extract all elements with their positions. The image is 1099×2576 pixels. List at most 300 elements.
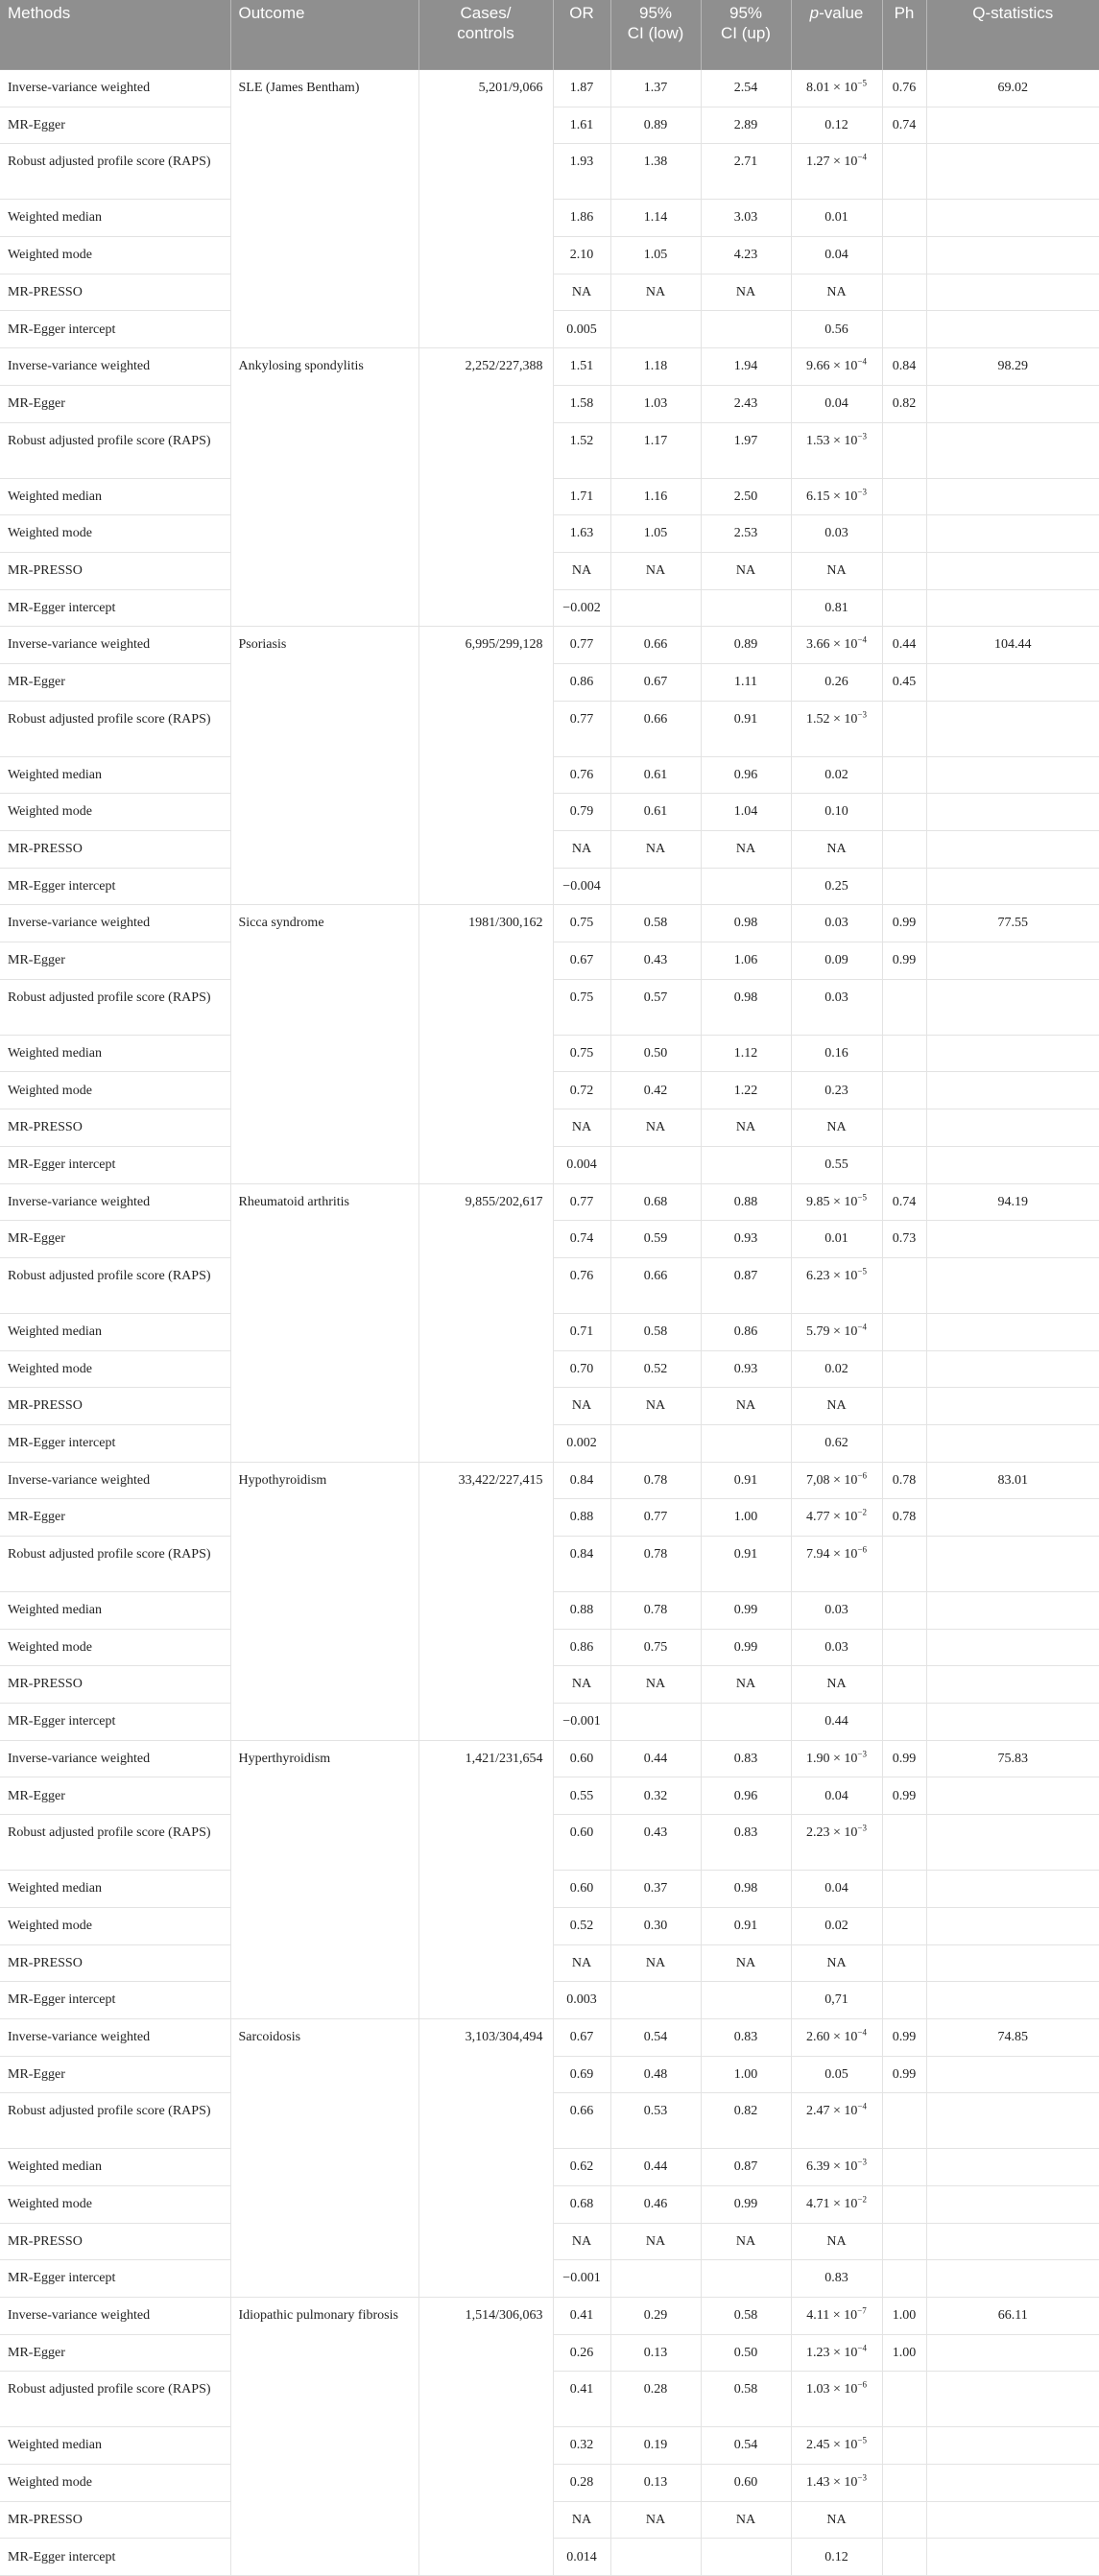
method-cell: Robust adjusted profile score (RAPS) — [0, 144, 230, 200]
ci-low-cell: 0.43 — [610, 1815, 701, 1871]
p-value-cell — [791, 905, 882, 942]
ph-cell — [882, 311, 926, 348]
header-ci-low — [610, 0, 701, 70]
p-value-cell — [791, 237, 882, 274]
ci-low-cell: 1.05 — [610, 515, 701, 553]
ci-low-cell — [610, 1146, 701, 1183]
ph-cell — [882, 1146, 926, 1183]
or-cell: −0.001 — [553, 1704, 610, 1741]
p-value-mantissa: 0,71 — [824, 1992, 848, 2008]
ci-low-cell: 0.28 — [610, 2372, 701, 2427]
p-value-mantissa: 1.23 × 10 — [806, 2345, 858, 2360]
method-cell: Inverse-variance weighted — [0, 1183, 230, 1221]
ci-up-cell — [701, 1146, 791, 1183]
ph-cell — [882, 2501, 926, 2539]
ph-cell — [882, 144, 926, 200]
p-value-mantissa: NA — [826, 1398, 847, 1414]
or-cell: 0.75 — [553, 905, 610, 942]
q-statistics-cell — [926, 478, 1099, 515]
header-ph: Ph — [882, 0, 926, 70]
p-value-mantissa: 0.01 — [824, 210, 848, 226]
p-value-exponent: −3 — [857, 486, 867, 496]
ci-low-cell: 0.58 — [610, 905, 701, 942]
or-cell: 0.002 — [553, 1424, 610, 1462]
method-cell: Weighted mode — [0, 1907, 230, 1944]
header-cases-controls — [418, 0, 553, 70]
method-cell: Inverse-variance weighted — [0, 70, 230, 107]
or-cell: NA — [553, 274, 610, 311]
ph-cell — [882, 831, 926, 869]
ci-up-cell: 1.94 — [701, 348, 791, 386]
method-cell: MR-Egger — [0, 1777, 230, 1815]
p-value-mantissa: 0.25 — [824, 878, 848, 894]
or-cell: 0.70 — [553, 1350, 610, 1388]
p-value-mantissa: NA — [826, 284, 847, 299]
or-cell: 0.67 — [553, 2018, 610, 2056]
ci-up-cell: 0.88 — [701, 1183, 791, 1221]
ph-cell: 0.74 — [882, 1183, 926, 1221]
ci-up-cell: 0.98 — [701, 1871, 791, 1908]
header-methods: Methods — [0, 0, 230, 70]
p-value-mantissa: 0.83 — [824, 2271, 848, 2286]
p-value-cell — [791, 868, 882, 905]
ci-low-cell: 0.66 — [610, 627, 701, 664]
p-value-exponent: −4 — [857, 2101, 867, 2111]
or-cell: 0.52 — [553, 1907, 610, 1944]
p-value-cell — [791, 2018, 882, 2056]
ph-cell: 0.76 — [882, 70, 926, 107]
p-value-mantissa: 6.15 × 10 — [806, 489, 858, 504]
p-value-exponent: −4 — [857, 1322, 867, 1332]
ph-cell — [882, 1109, 926, 1147]
p-value-cell — [791, 1424, 882, 1462]
or-cell: 0.86 — [553, 663, 610, 701]
ph-cell: 0.73 — [882, 1221, 926, 1258]
method-cell: MR-PRESSO — [0, 274, 230, 311]
ci-up-cell: 0.89 — [701, 627, 791, 664]
or-cell: 0.003 — [553, 1982, 610, 2019]
p-value-mantissa: 1.43 × 10 — [806, 2475, 858, 2491]
ci-up-cell: 1.12 — [701, 1035, 791, 1072]
ci-up-cell: NA — [701, 1388, 791, 1425]
ph-cell — [882, 1313, 926, 1350]
or-cell: −0.002 — [553, 589, 610, 627]
ph-cell: 0.74 — [882, 107, 926, 144]
table-row — [0, 905, 1099, 942]
or-cell: 0.62 — [553, 2149, 610, 2186]
header-q-statistics: Q-statistics — [926, 0, 1099, 70]
p-value-mantissa: 0.02 — [824, 1361, 848, 1376]
ph-cell: 0.99 — [882, 1777, 926, 1815]
p-value-cell — [791, 1462, 882, 1499]
q-statistics-cell — [926, 1907, 1099, 1944]
method-cell: Robust adjusted profile score (RAPS) — [0, 979, 230, 1035]
ph-cell — [882, 2427, 926, 2465]
or-cell: 0.84 — [553, 1537, 610, 1592]
or-cell: −0.004 — [553, 868, 610, 905]
ci-low-cell: 1.18 — [610, 348, 701, 386]
method-cell: MR-Egger intercept — [0, 1146, 230, 1183]
ph-cell — [882, 1592, 926, 1630]
table-row — [0, 70, 1099, 107]
q-statistics-cell — [926, 1350, 1099, 1388]
ph-cell: 1.00 — [882, 2334, 926, 2372]
ph-cell — [882, 2372, 926, 2427]
or-cell: 1.93 — [553, 144, 610, 200]
or-cell: 0.26 — [553, 2334, 610, 2372]
p-value-mantissa: 0.04 — [824, 1881, 848, 1896]
method-cell: Weighted median — [0, 2427, 230, 2465]
header-ci-up — [701, 0, 791, 70]
ci-up-cell: 1.22 — [701, 1072, 791, 1109]
p-value-exponent: −4 — [857, 634, 867, 645]
ci-low-cell: 0.61 — [610, 756, 701, 794]
ph-cell — [882, 1072, 926, 1109]
ci-up-cell: 0.98 — [701, 979, 791, 1035]
p-value-cell — [791, 70, 882, 107]
method-cell: Weighted mode — [0, 2185, 230, 2223]
or-cell: NA — [553, 1666, 610, 1704]
ci-up-cell: 0.50 — [701, 2334, 791, 2372]
p-value-mantissa: 9.85 × 10 — [806, 1194, 858, 1209]
ci-low-cell: 1.14 — [610, 200, 701, 237]
p-value-exponent: −6 — [857, 2379, 867, 2390]
ph-cell — [882, 2539, 926, 2576]
ci-up-cell: 0.83 — [701, 2018, 791, 2056]
cases-controls-cell: 1981/300,162 — [418, 905, 553, 1183]
q-statistics-cell: 104.44 — [926, 627, 1099, 664]
or-cell: NA — [553, 2223, 610, 2260]
q-statistics-cell — [926, 1146, 1099, 1183]
q-statistics-cell — [926, 2056, 1099, 2093]
table-row — [0, 627, 1099, 664]
ci-low-cell: 0.52 — [610, 1350, 701, 1388]
ph-cell — [882, 1537, 926, 1592]
ph-cell — [882, 1388, 926, 1425]
table-row — [0, 2298, 1099, 2335]
method-cell: Inverse-variance weighted — [0, 1740, 230, 1777]
or-cell: 0.60 — [553, 1815, 610, 1871]
ph-cell — [882, 2260, 926, 2298]
ci-low-cell: NA — [610, 1944, 701, 1982]
p-value-mantissa: NA — [826, 1120, 847, 1135]
table-row — [0, 2018, 1099, 2056]
ph-cell: 0.44 — [882, 627, 926, 664]
p-value-mantissa: 7,08 × 10 — [806, 1472, 858, 1488]
ci-up-cell — [701, 1982, 791, 2019]
ci-up-cell: 0.58 — [701, 2372, 791, 2427]
ci-up-cell: 2.71 — [701, 144, 791, 200]
ci-low-cell: 0.48 — [610, 2056, 701, 2093]
ci-up-cell: 0.98 — [701, 905, 791, 942]
cases-controls-cell: 2,252/227,388 — [418, 348, 553, 627]
ci-low-cell: 0.32 — [610, 1777, 701, 1815]
p-value-mantissa: 2.23 × 10 — [806, 1825, 858, 1841]
ci-up-cell: NA — [701, 2501, 791, 2539]
q-statistics-cell — [926, 144, 1099, 200]
ph-cell — [882, 515, 926, 553]
p-value-cell — [791, 422, 882, 478]
method-cell: MR-Egger — [0, 1499, 230, 1537]
or-cell: NA — [553, 831, 610, 869]
method-cell: Inverse-variance weighted — [0, 905, 230, 942]
outcome-cell: Ankylosing spondylitis — [230, 348, 418, 627]
method-cell: Weighted median — [0, 478, 230, 515]
q-statistics-cell — [926, 2223, 1099, 2260]
p-value-exponent: −5 — [857, 2435, 867, 2445]
method-cell: Robust adjusted profile score (RAPS) — [0, 2372, 230, 2427]
method-cell: Weighted median — [0, 756, 230, 794]
method-cell: Inverse-variance weighted — [0, 627, 230, 664]
method-cell: MR-PRESSO — [0, 1109, 230, 1147]
ci-up-cell: NA — [701, 1944, 791, 1982]
ci-up-cell: 0.83 — [701, 1815, 791, 1871]
p-value-mantissa: 0.03 — [824, 1603, 848, 1618]
method-cell: MR-Egger — [0, 942, 230, 980]
header-p-letter: p — [809, 4, 820, 22]
or-cell: 0.84 — [553, 1462, 610, 1499]
table-row — [0, 1462, 1099, 1499]
p-value-exponent: −4 — [857, 2343, 867, 2353]
q-statistics-cell — [926, 979, 1099, 1035]
ci-up-cell: 0.60 — [701, 2465, 791, 2502]
ci-up-cell: 0.91 — [701, 1462, 791, 1499]
or-cell: 1.58 — [553, 385, 610, 422]
ph-cell: 0.99 — [882, 1740, 926, 1777]
p-value-cell — [791, 1592, 882, 1630]
p-value-cell — [791, 663, 882, 701]
q-statistics-cell — [926, 589, 1099, 627]
outcome-cell: Hypothyroidism — [230, 1462, 418, 1740]
q-statistics-cell — [926, 1871, 1099, 1908]
p-value-mantissa: 0.03 — [824, 990, 848, 1005]
p-value-mantissa: 0.04 — [824, 395, 848, 411]
ci-low-cell — [610, 589, 701, 627]
p-value-cell — [791, 1072, 882, 1109]
p-value-exponent: −6 — [857, 1544, 867, 1555]
ci-low-cell: NA — [610, 1388, 701, 1425]
ci-low-cell: 0.66 — [610, 1257, 701, 1313]
method-cell: MR-PRESSO — [0, 2501, 230, 2539]
p-value-exponent: −3 — [857, 708, 867, 719]
ph-cell — [882, 794, 926, 831]
q-statistics-cell — [926, 1221, 1099, 1258]
ph-cell — [882, 1257, 926, 1313]
ci-low-cell: 0.78 — [610, 1592, 701, 1630]
ci-low-cell: 0.89 — [610, 107, 701, 144]
or-cell: 0.71 — [553, 1313, 610, 1350]
or-cell: NA — [553, 2501, 610, 2539]
p-value-mantissa: 0.03 — [824, 1639, 848, 1655]
or-cell: 0.76 — [553, 1257, 610, 1313]
p-value-exponent: −6 — [857, 1470, 867, 1481]
p-value-mantissa: 2.60 × 10 — [806, 2029, 858, 2044]
p-value-cell — [791, 589, 882, 627]
outcome-cell: Idiopathic pulmonary fibrosis — [230, 2298, 418, 2576]
q-statistics-cell: 77.55 — [926, 905, 1099, 942]
p-value-cell — [791, 1146, 882, 1183]
method-cell: MR-PRESSO — [0, 1944, 230, 1982]
p-value-cell — [791, 1704, 882, 1741]
p-value-exponent: −4 — [857, 152, 867, 162]
ci-low-cell: 0.58 — [610, 1313, 701, 1350]
p-value-mantissa: 0.01 — [824, 1231, 848, 1247]
or-cell: NA — [553, 552, 610, 589]
ci-up-cell: 0.86 — [701, 1313, 791, 1350]
p-value-mantissa: 0.62 — [824, 1436, 848, 1451]
or-cell: 0.77 — [553, 1183, 610, 1221]
cases-controls-cell: 9,855/202,617 — [418, 1183, 553, 1462]
ci-low-cell: NA — [610, 2223, 701, 2260]
q-statistics-cell: 75.83 — [926, 1740, 1099, 1777]
q-statistics-cell — [926, 311, 1099, 348]
p-value-mantissa: 7.94 × 10 — [806, 1547, 858, 1562]
ph-cell — [882, 1944, 926, 1982]
p-value-mantissa: NA — [826, 842, 847, 857]
q-statistics-cell — [926, 2465, 1099, 2502]
method-cell: Robust adjusted profile score (RAPS) — [0, 1257, 230, 1313]
method-cell: Robust adjusted profile score (RAPS) — [0, 422, 230, 478]
ci-up-cell: NA — [701, 1109, 791, 1147]
q-statistics-cell — [926, 2185, 1099, 2223]
q-statistics-cell — [926, 2334, 1099, 2372]
or-cell: 0.55 — [553, 1777, 610, 1815]
ci-low-cell: 0.67 — [610, 663, 701, 701]
p-value-exponent: −4 — [857, 356, 867, 367]
method-cell: Weighted median — [0, 1313, 230, 1350]
p-value-cell — [791, 107, 882, 144]
ci-up-cell: 0.99 — [701, 1592, 791, 1630]
ci-low-cell: 0.61 — [610, 794, 701, 831]
ph-cell — [882, 274, 926, 311]
ph-cell: 1.00 — [882, 2298, 926, 2335]
q-statistics-cell — [926, 237, 1099, 274]
q-statistics-cell: 98.29 — [926, 348, 1099, 386]
ci-up-cell: 0.93 — [701, 1221, 791, 1258]
or-cell: 0.66 — [553, 2093, 610, 2149]
q-statistics-cell — [926, 701, 1099, 756]
p-value-mantissa: 0.55 — [824, 1157, 848, 1172]
or-cell: NA — [553, 1109, 610, 1147]
ci-up-cell: 1.00 — [701, 2056, 791, 2093]
ci-up-cell: 0.93 — [701, 1350, 791, 1388]
ci-up-cell: 1.04 — [701, 794, 791, 831]
ci-up-cell: 0.99 — [701, 2185, 791, 2223]
method-cell: MR-Egger intercept — [0, 2260, 230, 2298]
p-value-cell — [791, 2298, 882, 2335]
q-statistics-cell — [926, 274, 1099, 311]
p-value-cell — [791, 1629, 882, 1666]
method-cell: Weighted median — [0, 1592, 230, 1630]
table-body — [0, 70, 1099, 2576]
p-value-mantissa: 9.66 × 10 — [806, 359, 858, 374]
q-statistics-cell: 69.02 — [926, 70, 1099, 107]
p-value-cell — [791, 1944, 882, 1982]
method-cell: MR-Egger intercept — [0, 868, 230, 905]
ci-up-cell: 2.89 — [701, 107, 791, 144]
q-statistics-cell — [926, 2149, 1099, 2186]
or-cell: 0.77 — [553, 627, 610, 664]
header-cases-line1: Cases/ — [460, 4, 512, 22]
or-cell: 0.67 — [553, 942, 610, 980]
or-cell: 1.63 — [553, 515, 610, 553]
method-cell: Inverse-variance weighted — [0, 2018, 230, 2056]
or-cell: 0.72 — [553, 1072, 610, 1109]
method-cell: Weighted median — [0, 1035, 230, 1072]
header-or: OR — [553, 0, 610, 70]
outcome-cell: SLE (James Bentham) — [230, 70, 418, 348]
p-value-mantissa: 0.09 — [824, 953, 848, 968]
method-cell: Inverse-variance weighted — [0, 1462, 230, 1499]
or-cell: 0.75 — [553, 979, 610, 1035]
p-value-mantissa: NA — [826, 2512, 847, 2527]
or-cell: 0.86 — [553, 1629, 610, 1666]
p-value-cell — [791, 1537, 882, 1592]
method-cell: Weighted mode — [0, 1072, 230, 1109]
p-value-mantissa: 8.01 × 10 — [806, 81, 858, 96]
p-value-mantissa: 4.11 × 10 — [806, 2308, 858, 2324]
ci-low-cell: 0.50 — [610, 1035, 701, 1072]
or-cell: 1.71 — [553, 478, 610, 515]
p-value-mantissa: 0.44 — [824, 1714, 848, 1729]
ci-low-cell: NA — [610, 2501, 701, 2539]
or-cell: 1.61 — [553, 107, 610, 144]
header-cases-line2: controls — [457, 23, 514, 42]
ci-up-cell — [701, 589, 791, 627]
or-cell: 2.10 — [553, 237, 610, 274]
outcome-cell: Hyperthyroidism — [230, 1740, 418, 2018]
ci-up-cell: 0.87 — [701, 1257, 791, 1313]
p-value-mantissa: 4.77 × 10 — [806, 1510, 858, 1525]
p-value-mantissa: 0.16 — [824, 1045, 848, 1061]
p-value-mantissa: 6.23 × 10 — [806, 1268, 858, 1283]
ph-cell — [882, 552, 926, 589]
method-cell: Weighted median — [0, 1871, 230, 1908]
p-value-mantissa: 0.26 — [824, 675, 848, 690]
p-value-mantissa: 6.39 × 10 — [806, 2159, 858, 2175]
ci-up-cell: 1.11 — [701, 663, 791, 701]
p-value-mantissa: NA — [826, 2233, 847, 2249]
cases-controls-cell: 1,514/306,063 — [418, 2298, 553, 2576]
outcome-cell: Psoriasis — [230, 627, 418, 905]
ci-up-cell — [701, 311, 791, 348]
ph-cell: 0.82 — [882, 385, 926, 422]
ci-up-cell: 1.00 — [701, 1499, 791, 1537]
ph-cell — [882, 1350, 926, 1388]
ci-low-cell — [610, 2539, 701, 2576]
q-statistics-cell — [926, 2501, 1099, 2539]
q-statistics-cell — [926, 1944, 1099, 1982]
p-value-cell — [791, 2539, 882, 2576]
or-cell: 0.74 — [553, 1221, 610, 1258]
ci-low-cell: 0.54 — [610, 2018, 701, 2056]
p-value-mantissa: 0.23 — [824, 1083, 848, 1098]
ph-cell: 0.99 — [882, 2056, 926, 2093]
method-cell: Weighted mode — [0, 237, 230, 274]
q-statistics-cell — [926, 1537, 1099, 1592]
or-cell: 0.88 — [553, 1592, 610, 1630]
p-value-mantissa: 0.04 — [824, 1788, 848, 1803]
method-cell: Robust adjusted profile score (RAPS) — [0, 701, 230, 756]
p-value-mantissa: 2.47 × 10 — [806, 2104, 858, 2119]
ci-low-cell: 0.75 — [610, 1629, 701, 1666]
method-cell: MR-PRESSO — [0, 2223, 230, 2260]
method-cell: Inverse-variance weighted — [0, 348, 230, 386]
ph-cell — [882, 1907, 926, 1944]
p-value-cell — [791, 1871, 882, 1908]
q-statistics-cell — [926, 2427, 1099, 2465]
ci-up-cell: 0.99 — [701, 1629, 791, 1666]
